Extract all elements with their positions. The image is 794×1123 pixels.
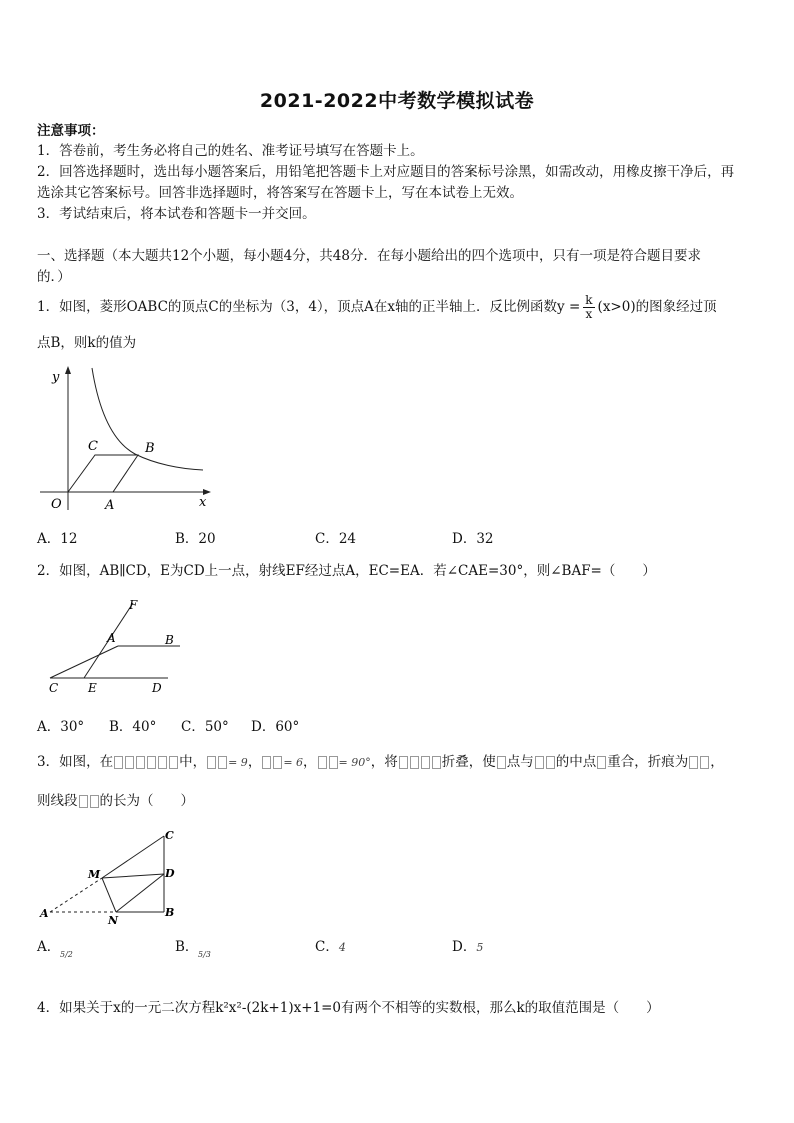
q1-label-C: C [88, 439, 98, 454]
q3-option-d-label: D． [452, 939, 477, 955]
q1-text-b: (x>0)的图象经过顶 [597, 299, 717, 315]
note-item-1: 1．答卷前，考生务必将自己的姓名、准考证号填写在答题卡上。 [37, 143, 424, 159]
q3-option-d[interactable] [452, 936, 483, 959]
q3-p4: 折叠，使 [441, 754, 496, 770]
q3-p5: 点与 [506, 754, 534, 770]
q2-stem: 2．如图，AB∥CD，E为CD上一点，射线EF经过点A，EC=EA．若∠CAE=30°，则∠BAF=（ ） [37, 563, 656, 579]
q1-label-x: x [199, 495, 207, 510]
section-heading-line1: 一、选择题（本大题共12个小题，每小题4分，共48分．在每小题给出的四个选项中，只有一项是符合题目要求 [37, 248, 701, 264]
q1-option-c[interactable]: C．24 [315, 531, 357, 547]
note-item-3: 3．考试结束后，将本试卷和答题卡一并交回。 [37, 206, 316, 222]
q1-option-b[interactable]: B．20 [175, 531, 216, 547]
q3-stem: 3．如图，在 中， = 9， = 6， = 90°，将 折叠，使 点与 的中点 重合，折痕为 ， [37, 754, 724, 770]
q3-segment-ND [116, 874, 164, 912]
q2-option-d[interactable]: D．60° [251, 719, 300, 735]
q2-label-F: F [129, 598, 138, 612]
q1-stem-line2: 点B，则k的值为 [37, 335, 137, 351]
q3-e2: = 6 [283, 756, 304, 769]
q1-fraction [583, 294, 594, 321]
note-item-2: 2．回答选择题时，选出每小题答案后，用铅笔把答题卡上对应题目的答案标号涂黑，如需改动，用橡皮擦干净后，再 [37, 164, 735, 180]
q3-option-a-label: A． [37, 939, 61, 955]
q1-label-B: B [145, 441, 155, 456]
q3-option-a-value: 5/2 [60, 950, 73, 959]
q3-label-B: B [165, 906, 175, 919]
q2-segment-CA [50, 646, 118, 678]
q3-p8: ， [710, 754, 724, 770]
q1-stem [37, 294, 717, 321]
q3-label-M: M [88, 868, 101, 881]
q3-label-N: N [108, 914, 119, 926]
q3-line2b: 的长为（ ） [99, 793, 194, 809]
q3-label-C: C [165, 829, 174, 842]
q1-label-A: A [105, 498, 115, 513]
q3-option-d-value: 5 [476, 941, 484, 954]
q3-e3: = 90° [338, 756, 371, 769]
q1-label-O: O [51, 497, 62, 512]
q3-p1: 3．如图，在 [37, 754, 114, 770]
q3-label-A: A [40, 907, 49, 920]
q3-placeholder-triangle [113, 754, 179, 770]
q3-option-b-value: 5/3 [198, 950, 211, 959]
q3-dashed-AM [50, 878, 102, 912]
q3-stem-line2 [37, 790, 194, 812]
q3-option-a[interactable] [37, 936, 60, 958]
q3-segment-MD [102, 874, 164, 878]
q3-option-c-label: C． [315, 939, 339, 955]
q1-text-a: 1．如图，菱形OABC的顶点C的坐标为（3，4），顶点A在x轴的正半轴上．反比例函数y = [37, 299, 581, 315]
q3-p3: ，将 [370, 754, 398, 770]
notes-heading: 注意事项： [37, 123, 105, 139]
q3-option-b[interactable] [175, 936, 198, 958]
q2-option-c[interactable]: C．50° [181, 719, 229, 735]
q3-label-D: D [165, 867, 175, 880]
section-heading-line2: 的．） [37, 269, 71, 285]
q3-e1: = 9 [228, 756, 248, 769]
q2-option-b[interactable]: B．40° [109, 719, 157, 735]
q3-segment-MN [102, 878, 116, 912]
q3-line2a: 则线段 [37, 793, 78, 809]
q1-option-a[interactable]: A．12 [37, 531, 78, 547]
page-title: 2021-2022中考数学模拟试卷 [259, 90, 535, 112]
note-item-2-cont: 选涂其它答案标号。回答非选择题时，将答案写在答题卡上，写在本试卷上无效。 [37, 185, 523, 201]
q1-frac-num: k [585, 293, 593, 307]
q2-label-D: D [152, 681, 162, 695]
q3-option-c-value: 4 [338, 941, 346, 954]
q1-option-d[interactable]: D．32 [452, 531, 494, 547]
q3-p7: 重合，折痕为 [607, 754, 689, 770]
q3-figure [38, 826, 188, 926]
q2-label-B: B [165, 633, 174, 647]
q2-label-C: C [49, 681, 59, 695]
q3-p6: 的中点 [555, 754, 597, 770]
q2-option-a[interactable]: A．30° [37, 719, 85, 735]
q1-label-y: y [52, 370, 60, 385]
q3-p2: 中， [179, 754, 207, 770]
q3-option-c[interactable] [315, 936, 346, 959]
q3-segment-MC [102, 836, 164, 878]
q2-label-E: E [88, 681, 97, 695]
q1-rhombus [68, 455, 138, 492]
q2-figure [40, 595, 180, 700]
q1-y-arrow [65, 366, 71, 374]
q3-option-b-label: B． [175, 939, 199, 955]
q4-stem: 4．如果关于x的一元二次方程k²x²-(2k+1)x+1=0有两个不相等的实数根，那么k的取值范围是（ ） [37, 1000, 660, 1016]
q1-figure [35, 362, 215, 517]
q2-label-A: A [107, 631, 116, 645]
q1-frac-den: x [585, 307, 593, 321]
